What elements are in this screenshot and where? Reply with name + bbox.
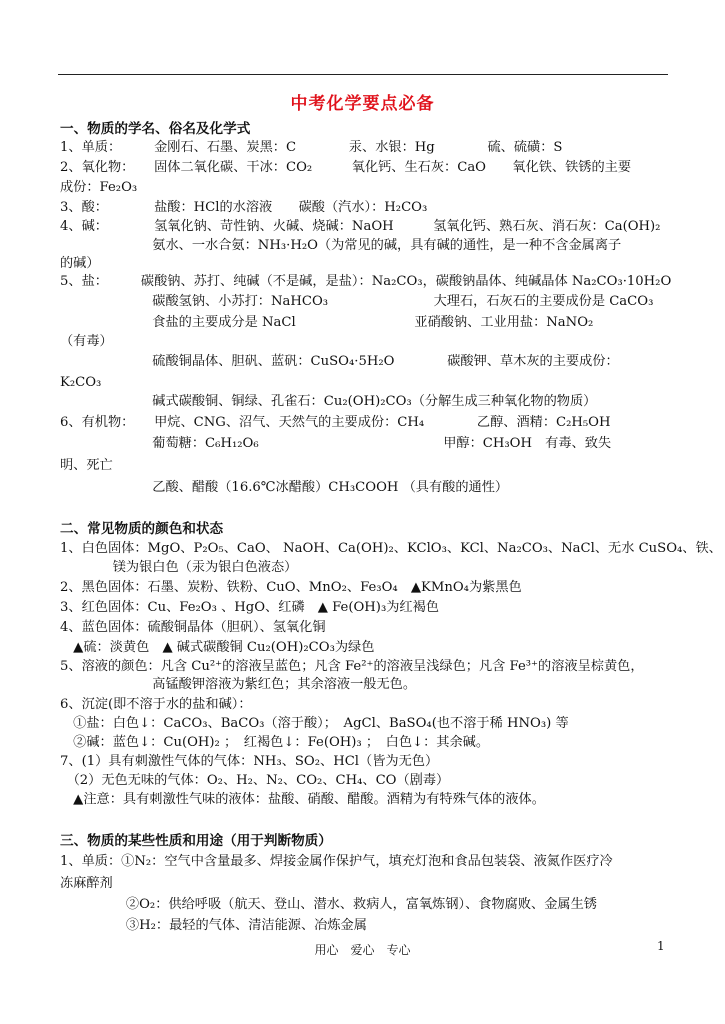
- text-line: （有毒）: [60, 334, 113, 349]
- text-line: 1、单质： 金刚石、石墨、炭黑：C 汞、水银：Hg 硫、硫磺：S: [60, 140, 563, 155]
- text-line: 5、盐： 碳酸钠、苏打、纯碱（不是碱，是盐）：Na₂CO₃，碳酸钠晶体、纯碱晶体 Na₂CO₃·10H₂O: [60, 274, 672, 289]
- text-line: 3、红色固体：Cu、Fe₂O₃ 、HgO、红磷 ▲ Fe(OH)₃为红褐色: [60, 600, 439, 615]
- text-line: 冻麻醉剂: [60, 876, 113, 891]
- text-line: 碱式碳酸铜、铜绿、孔雀石：Cu₂(OH)₂CO₃（分解生成三种氧化物的物质）: [60, 394, 597, 409]
- section-heading: 一、物质的学名、俗名及化学式: [60, 121, 251, 137]
- text-line: 高锰酸钾溶液为紫红色；其余溶液一般无色。: [60, 677, 417, 692]
- text-line: 的碱）: [60, 256, 100, 271]
- text-line: 葡萄糖：C₆H₁₂O₆ 甲醇：CH₃OH 有毒、致失: [60, 436, 612, 451]
- text-line: ②碱：蓝色↓：Cu(OH)₂ ； 红褐色↓：Fe(OH)₃ ； 白色↓：其余碱。: [60, 735, 490, 750]
- text-line: 成份：Fe₂O₃: [60, 180, 138, 195]
- text-line: 4、蓝色固体：硫酸铜晶体（胆矾）、氢氧化铜: [60, 620, 326, 635]
- text-line: 1、单质：①N₂：空气中含量最多、焊接金属作保护气，填充灯泡和食品包装袋、液氮作医疗冷: [60, 854, 613, 869]
- text-line: K₂CO₃: [60, 375, 102, 390]
- text-line: 硫酸铜晶体、胆矾、蓝矾：CuSO₄·5H₂O 碳酸钾、草木灰的主要成份：: [60, 354, 619, 369]
- text-line: ②O₂：供给呼吸（航天、登山、潜水、救病人，富氧炼钢）、食物腐败、金属生锈: [60, 897, 597, 912]
- page-number: 1: [657, 939, 665, 953]
- section-heading: 二、常见物质的颜色和状态: [60, 521, 224, 537]
- text-line: 4、碱： 氢氧化钠、苛性钠、火碱、烧碱：NaOH 氢氧化钙、熟石灰、消石灰：Ca(OH)₂: [60, 219, 661, 234]
- text-line: （2）无色无味的气体：O₂、H₂、N₂、CO₂、CH₄、CO（剧毒）: [60, 773, 450, 788]
- page-footer: 用心 爱心 专心: [314, 943, 411, 957]
- text-line: 碳酸氢钠、小苏打：NaHCO₃ 大理石，石灰石的主要成份是 CaCO₃: [60, 294, 654, 309]
- text-line: ▲注意：具有刺激性气味的液体：盐酸、硝酸、醋酸。酒精为有特殊气体的液体。: [60, 792, 545, 807]
- text-line: 镁为银白色（汞为银白色液态）: [60, 560, 298, 575]
- text-line: ①盐：白色↓：CaCO₃、BaCO₃（溶于酸）； AgCl、BaSO₄(也不溶于稀 HNO₃) 等: [60, 716, 569, 731]
- text-line: 6、沉淀(即不溶于水的盐和碱）：: [60, 697, 252, 712]
- text-line: 6、有机物： 甲烷、CNG、沼气、天然气的主要成份：CH₄ 乙醇、酒精：C₂H₅OH: [60, 415, 611, 430]
- page-title: 中考化学要点必备: [290, 94, 435, 114]
- text-line: 3、酸： 盐酸：HCl的水溶液 碳酸（汽水）：H₂CO₃: [60, 200, 428, 215]
- text-line: 明、死亡: [60, 458, 113, 473]
- text-line: ③H₂：最轻的气体、清洁能源、冶炼金属: [60, 918, 367, 933]
- text-line: 乙酸、醋酸（16.6℃冰醋酸）CH₃COOH （具有酸的通性）: [60, 480, 509, 495]
- text-line: ▲硫：淡黄色 ▲ 碱式碳酸铜 Cu₂(OH)₂CO₃为绿色: [60, 640, 375, 655]
- text-line: 食盐的主要成分是 NaCl 亚硝酸钠、工业用盐：NaNO₂: [60, 315, 594, 330]
- text-line: 2、黑色固体：石墨、炭粉、铁粉、CuO、MnO₂、Fe₃O₄ ▲KMnO₄为紫黑色: [60, 580, 522, 595]
- text-line: 5、溶液的颜色：凡含 Cu²⁺的溶液呈蓝色；凡含 Fe²⁺的溶液呈浅绿色；凡含 Fe³⁺的溶液呈棕黄色，: [60, 659, 644, 674]
- text-line: 氨水、一水合氨：NH₃·H₂O（为常见的碱，具有碱的通性，是一种不含金属离子: [60, 238, 622, 253]
- text-line: 7、(1）具有刺激性气体的气体：NH₃、SO₂、HCl（皆为无色）: [60, 754, 439, 769]
- header-rule: [58, 74, 668, 75]
- section-heading: 三、物质的某些性质和用途（用于判断物质）: [60, 833, 332, 849]
- text-line: 2、氧化物： 固体二氧化碳、干冰：CO₂ 氧化钙、生石灰：CaO 氧化铁、铁锈的主要: [60, 160, 632, 175]
- text-line: 1、白色固体：MgO、P₂O₅、CaO、 NaOH、Ca(OH)₂、KClO₃、KCl、Na₂CO₃、NaCl、无水 CuSO₄、铁、: [60, 541, 722, 556]
